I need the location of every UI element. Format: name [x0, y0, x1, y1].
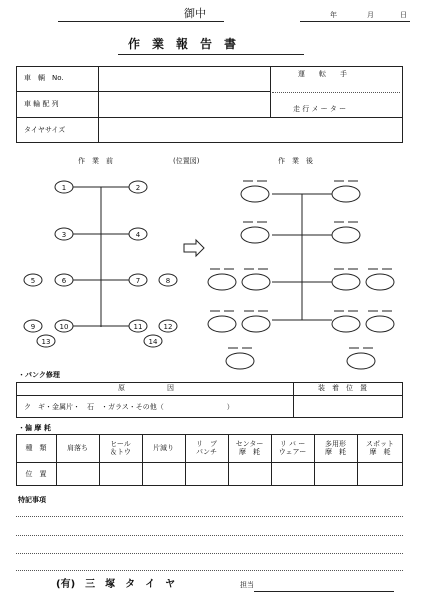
- staff-line: [254, 591, 394, 592]
- odometer-label: 走 行 メ ー タ ー: [293, 105, 347, 113]
- tire-label-10: 10: [59, 323, 69, 331]
- vehicle-no-label: 車 輌 No.: [24, 74, 64, 82]
- notes-line-3: [16, 553, 403, 554]
- puncture-cause-options: ク ギ・金属片・ 石 ・ガラス・その他（ ）: [24, 403, 234, 411]
- date-day: 日: [400, 11, 407, 19]
- tire-label-14: 14: [148, 338, 158, 346]
- notes-line-2: [16, 535, 403, 536]
- wear-col-center: センター 摩 耗: [235, 439, 264, 456]
- date-year: 年: [330, 11, 337, 19]
- wear-col-heel-toe: ヒール ＆トウ: [110, 439, 131, 456]
- wear-type-label: 種 類: [25, 443, 47, 452]
- notes-label: 特記事項: [18, 496, 46, 504]
- wear-col-polygonal: 多用形 摩 耗: [325, 439, 346, 456]
- tire-label-2: 2: [135, 184, 141, 192]
- tire-label-12: 12: [163, 323, 173, 331]
- date-line: [300, 21, 410, 22]
- tire-label-6: 6: [61, 277, 67, 285]
- wear-col-shoulder: 肩落ち: [67, 443, 88, 452]
- after-work-label: 作 業 後: [278, 157, 313, 165]
- addressee-line: [58, 21, 224, 22]
- tire-label-5: 5: [30, 277, 36, 285]
- puncture-cause-header: 原 因: [118, 384, 174, 392]
- wear-col-river: リ バ ー ウェアー: [278, 439, 307, 456]
- wheel-layout-label: 車 輪 配 列: [24, 100, 59, 108]
- date-month: 月: [367, 11, 374, 19]
- tire-label-13: 13: [41, 338, 51, 346]
- position-diagram: [0, 170, 423, 390]
- position-diagram-label: (位置図): [173, 157, 200, 165]
- wear-col-rib-punch: リ ブ パンチ: [196, 439, 217, 456]
- tire-label-9: 9: [30, 323, 36, 331]
- addressee-suffix: 御中: [184, 7, 206, 20]
- wear-position-label: 位 置: [25, 469, 47, 478]
- tire-size-label: タイヤサイズ: [24, 126, 66, 134]
- wear-section-label: ・偏 摩 耗: [18, 424, 51, 432]
- company-name: (有) 三 塚 タ イ ヤ: [56, 579, 176, 590]
- title-underline: [118, 54, 304, 55]
- tire-label-8: 8: [165, 277, 171, 285]
- wear-col-spot: スポット 摩 耗: [366, 439, 394, 456]
- notes-line-1: [16, 516, 403, 517]
- notes-line-4: [16, 570, 403, 571]
- tire-label-11: 11: [133, 323, 143, 331]
- outline-right-arrow-icon: [184, 240, 204, 256]
- puncture-section-label: ・パンク修理: [18, 371, 60, 379]
- puncture-position-header: 装 着 位 置: [318, 384, 367, 392]
- wear-col-one-side: 片減り: [153, 443, 174, 452]
- page-title: 作 業 報 告 書: [128, 37, 237, 51]
- tire-label-1: 1: [61, 184, 67, 192]
- staff-label: 担当: [240, 581, 254, 589]
- before-work-label: 作 業 前: [78, 157, 113, 165]
- tire-label-7: 7: [135, 277, 141, 285]
- driver-label: 運 転 手: [298, 70, 347, 78]
- tire-label-3: 3: [61, 231, 67, 239]
- tire-label-4: 4: [135, 231, 141, 239]
